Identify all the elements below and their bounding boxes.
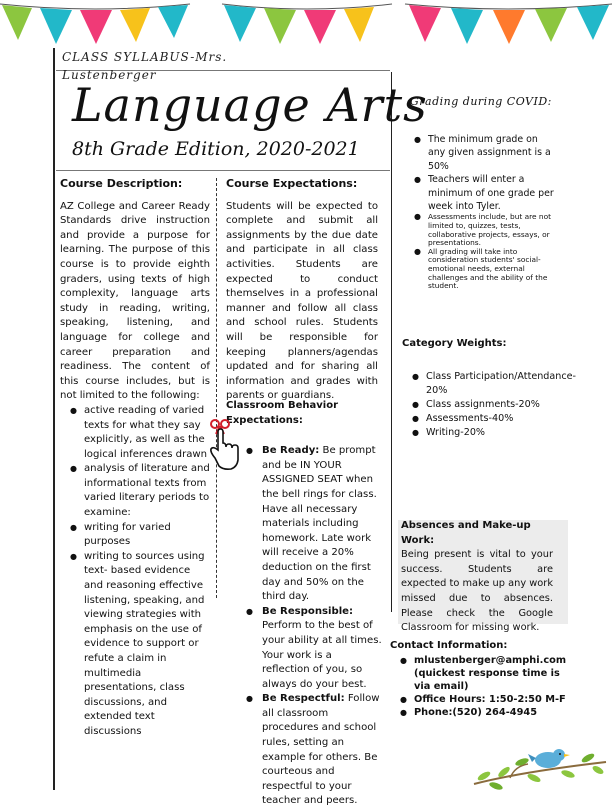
list-item: ● active reading of varied texts for what they say explicitly, as well as the logical inferences drawn: [60, 404, 210, 462]
pointing-hand-icon: [203, 416, 243, 476]
list-item: ● Writing-20%: [402, 426, 580, 440]
behavior-heading: Classroom Behavior Expectations:: [226, 400, 339, 426]
course-expectations-heading: Course Expectations:: [226, 177, 358, 190]
behavior-list: [226, 444, 382, 809]
list-item: ● All grading will take into consideration students' social-emotional needs, external challenges and the ability of the student.: [404, 248, 558, 291]
grading-list: [404, 133, 558, 291]
list-item: [236, 444, 382, 605]
bird-on-branch-illustration: [470, 738, 610, 796]
be-responsible-label: Be Responsible:: [262, 605, 354, 617]
list-item: ● Class assignments-20%: [402, 398, 580, 412]
list-item: ● Assessments-40%: [402, 412, 580, 426]
column-divider-line: [391, 72, 392, 612]
course-description-body: AZ College and Career Ready Standards drive instruction and provide a purpose for learning. The purpose of this course is to provide eighth graders, using texts of high complexity, language arts study in reading, writing, speaking, listening, and language for college and career preparation and readiness. The content of this course includes, but is not limited to the following:: [60, 200, 210, 402]
list-item: ● Teachers will enter a minimum of one grade per week into Tyler.: [404, 173, 558, 213]
category-weights-heading: Category Weights:: [402, 338, 507, 349]
contact-list: [390, 654, 570, 719]
bunting-middle: [222, 0, 392, 50]
contact-section: [390, 639, 570, 719]
be-ready-label: Be Ready:: [262, 445, 320, 457]
list-item: ● analysis of literature and informational texts from varied literary periods to examine:: [60, 462, 210, 520]
list-item: [236, 605, 382, 693]
list-item: [236, 692, 382, 809]
behavior-section: [226, 399, 382, 809]
middle-dotted-divider: [216, 178, 217, 598]
category-weights-list: [402, 370, 580, 440]
grading-title: Grading during COVID:: [410, 95, 552, 108]
contact-heading: Contact Information:: [390, 640, 508, 651]
absences-heading: Absences and Make-up Work:: [401, 520, 531, 546]
be-respectful-text: Follow all classroom procedures and school rules, setting an example for others. Be courteous and respectful to your teacher and peers.: [262, 693, 380, 807]
contact-email[interactable]: [390, 654, 570, 693]
page-title: Language Arts: [72, 78, 428, 132]
category-weights-section: [402, 337, 580, 440]
header-rule-bottom: [56, 170, 390, 171]
course-expectations-body: Students will be expected to complete and submit all assignments by the due date and participate in all class activities. Students are expected to conduct themselves in a professional manner and follow all class and school rules. Students will be responsible for keeping planners/agendas updated and for sharing all information and grades with parents or guardians.: [226, 200, 378, 402]
contact-office-hours: ● Office Hours: 1:50-2:50 M-F: [390, 693, 570, 706]
course-expectations-section: [226, 177, 378, 404]
list-item: ● writing to sources using text- based evidence and reasoning effective listening, speaking, and viewing strategies with emphasis on the use of evidence to support or refute a claim in multimedia presentations, class discussions, and extended text discussions: [60, 550, 210, 740]
be-respectful-label: Be Respectful:: [262, 693, 345, 705]
bunting-left: [0, 0, 190, 50]
email-link[interactable]: mlustenberger@amphi.com: [414, 654, 567, 666]
email-note: (quickest response time is via email): [414, 667, 560, 692]
be-ready-text: Be prompt and be IN YOUR ASSIGNED SEAT when the bell rings for class. Have all necessary materials including homework. Late work will receive a 20% deduction on the first day and 50% on the third day.: [262, 445, 377, 603]
teacher-name: Lustenberger: [62, 68, 157, 82]
edition-subtitle: 8th Grade Edition, 2020-2021: [72, 138, 360, 160]
absences-section: [401, 519, 553, 636]
left-border-line: [53, 48, 55, 790]
be-responsible-text: Perform to the best of your ability at all times. Your work is a reflection of you, so always do your best.: [262, 620, 382, 690]
syllabus-label: CLASS SYLLABUS-Mrs.: [62, 50, 228, 64]
list-item: ● Class Participation/Attendance-20%: [402, 370, 580, 398]
course-description-section: [60, 177, 210, 740]
course-description-list: [60, 404, 210, 740]
bunting-right: [405, 0, 612, 50]
list-item: ● Assessments include, but are not limited to, quizzes, tests, collaborative projects, essays, or presentations.: [404, 213, 558, 247]
contact-phone: ● Phone:(520) 264-4945: [390, 706, 570, 719]
absences-body: Being present is vital to your success. Students are expected to make up any work missed due to absences. Please check the Google Classroom for missing work.: [401, 549, 553, 634]
course-description-heading: Course Description:: [60, 177, 183, 190]
list-item: ● writing for varied purposes: [60, 521, 210, 550]
list-item: ● The minimum grade on any given assignment is a 50%: [404, 133, 558, 173]
